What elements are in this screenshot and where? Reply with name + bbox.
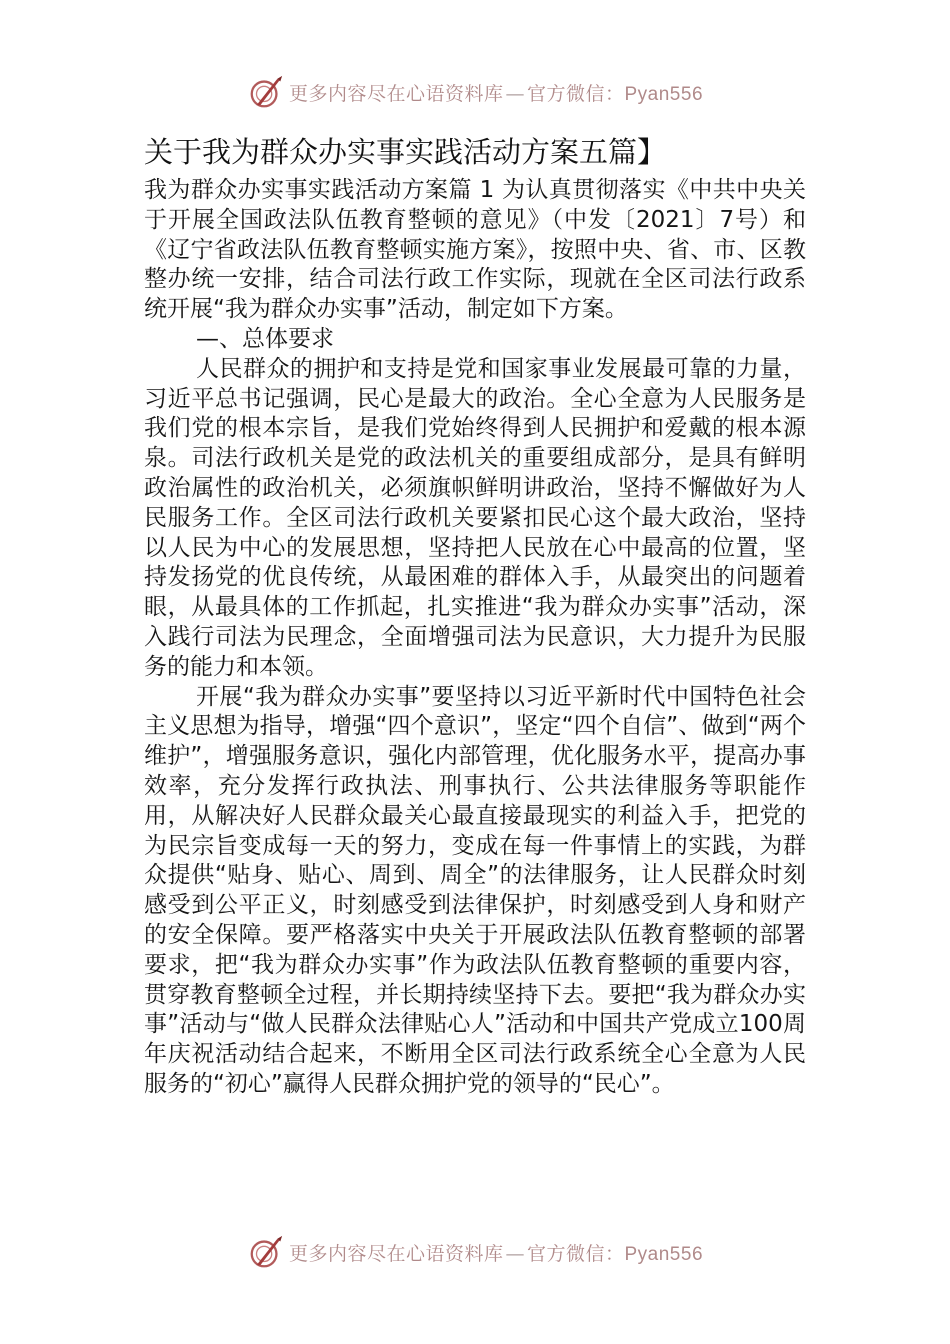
quill-pen-logo-icon	[247, 73, 285, 111]
section-heading: —、总体要求	[196, 325, 334, 352]
watermark-header	[0, 72, 950, 112]
document-body	[144, 130, 806, 1100]
body-paragraph: 开展“我为群众办实事”要坚持以习近平新时代中国特色社会主义思想为指导，增强“四个意识”，坚定“四个自信”、做到“两个维护”，增强服务意识，强化内部管理，优化服务水平，提高办事效率，充分发挥行政执法、刑事执行、公共法律服务等职能作用，从解决好人民群众最关心最直接最现实的利益入手，把党的为民宗旨变成每一天的努力，变成在每一件事情上的实践，为群众提供“贴身、贴心、周到、周全”的法律服务，让人民群众时刻感受到公平正义，时刻感受到法律保护，时刻感受到人身和财产的安全保障。要严格落实中央关于开展政法队伍教育整顿的部署要求，把“我为群众办实事”作为政法队伍教育整顿的重要内容，贯穿教育整顿全过程，并长期持续坚持下去。要把“我为群众办实事”活动与“做人民群众法律贴心人”活动和中国共产党成立100周年庆祝活动结合起来，不断用全区司法行政系统全心全意为人民服务的“初心”赢得人民群众拥护党的领导的“民心”。	[144, 683, 806, 1097]
watermark-text: 更多内容尽在心语资料库 — 官方微信：Pyan556	[288, 1242, 704, 1265]
watermark-text: 更多内容尽在心语资料库 — 官方微信：Pyan556	[288, 82, 704, 105]
intro-paragraph: 我为群众办实事实践活动方案篇 1 为认真贯彻落实《中共中央关于开展全国政法队伍教育整顿的意见》（中发〔2021〕7号）和《辽宁省政法队伍教育整顿实施方案》，按照中央、省、市、区教整办统一安排，结合司法行政工作实际，现就在全区司法行政系统开展“我为群众办实事”活动，制定如下方案。	[144, 177, 806, 323]
body-paragraph: 人民群众的拥护和支持是党和国家事业发展最可靠的力量，习近平总书记强调，民心是最大的政治。全心全意为人民服务是我们党的根本宗旨，是我们党始终得到人民拥护和爱戴的根本源泉。司法行政机关是党的政法机关的重要组成部分，是具有鲜明政治属性的政治机关，必须旗帜鲜明讲政治，坚持不懈做好为人民服务工作。全区司法行政机关要紧扣民心这个最大政治，坚持以人民为中心的发展思想，坚持把人民放在心中最高的位置，坚持发扬党的优良传统，从最困难的群体入手，从最突出的问题着眼，从最具体的工作抓起，扎实推进“我为群众办实事”活动，深入践行司法为民理念，全面增强司法为民意识，大力提升为民服务的能力和本领。	[144, 355, 806, 680]
quill-pen-logo-icon	[247, 1233, 285, 1271]
document-title: 关于我为群众办实事实践活动方案五篇】	[144, 135, 667, 169]
watermark-footer	[0, 1232, 950, 1272]
